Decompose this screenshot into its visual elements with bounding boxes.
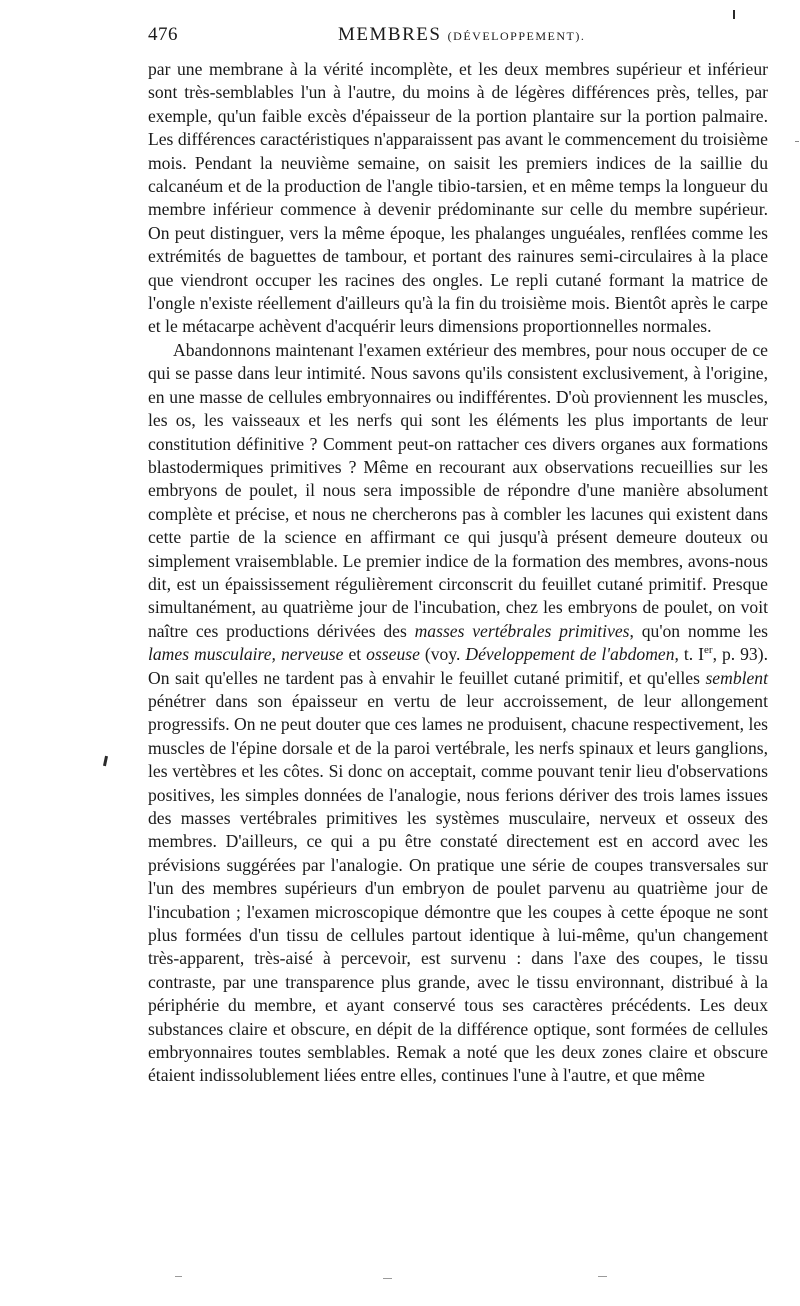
reference-title: Développement de l'abdomen [465,644,675,665]
superscript-er: er [704,644,713,657]
body-text [148,58,768,1088]
paragraph-limb-development [148,339,768,1088]
paragraph-2-text-b: , qu'on nomme les [629,620,768,641]
running-title [338,22,585,49]
print-speck [795,141,799,142]
print-speck [733,10,735,19]
term-osseuse: osseuse [366,644,420,665]
paragraph-2-text-f: , p. 93). On sait qu'elles ne tardent pas à envahir le feuillet cutané primitif, et qu'elles [148,644,768,688]
margin-mark [175,1276,182,1277]
running-header [148,22,768,48]
paragraph-2-text-g: pénétrer dans son épaisseur en vertu de leur accroissement, de leur allongement progressifs. On ne peut douter que ces lames ne produisent, chacune respectivement, les muscles de l'épine dorsale et de la paroi vertébrale, les nerfs spinaux et leurs ganglions, les vertèbres et les côtes. Si donc on acceptait, comme pouvant tenir lieu d'observations positives, les simples données de l'analogie, nous ferions dériver des trois lames issues des masses vertébrales primitives les systèmes musculaire, nerveux et osseux des membres. D'ailleurs, ce qui a pu être constaté directement est en accord avec les prévisions suggérées par l'analogie. On pratique une série de coupes transversales sur l'un des membres supérieurs d'un embryon de poulet parvenu au quatrième jour de l'incubation ; l'examen microscopique démontre que les coupes à cette époque ne sont plus formées d'un tissu de cellules partout identique à lui-même, qu'un changement très-apparent, très-aisé à percevoir, est survenu : dans l'axe des coupes, le tissu contraste, par une transparence plus grande, avec le tissu environnant, distribué à la périphérie du membre, et ayant conservé tous ses caractères précédents. Les deux substances claire et obscure, en dépit de la différence optique, sont formées de cellules embryonnaires toutes semblables. Remak a noté que les deux zones claire et obscure étaient indissolublement liées entre elles, continues l'une à l'autre, et que même [148,690,768,1086]
paragraph-2-text-c: et [343,644,367,665]
running-title-main: MEMBRES [338,24,442,45]
margin-mark [598,1276,607,1277]
margin-mark [383,1278,392,1279]
page-number: 476 [148,24,178,45]
term-lames: lames musculaire, nerveuse [148,644,344,665]
paragraph-2-text-d: (voy. [419,644,466,665]
running-title-subtitle: (DÉVELOPPEMENT). [447,29,586,43]
print-speck [103,756,108,766]
paragraph-2-text-a: Abandonnons maintenant l'examen extérieur des membres, pour nous occuper de ce qui se passe dans leur intimité. Nous savons qu'ils consistent exclusivement, à l'origine, en une masse de cellules embryonnaires ou indifférentes. D'où proviennent les muscles, les os, les vaisseaux et les nerfs qui sont les éléments les plus importants de leur constitution définitive ? Comment peut-on rattacher ces divers organes aux formations blastodermiques primitives ? Même en recourant aux observations recueillies sur les embryons de poulet, il nous sera impossible de répondre d'une manière absolument complète et précise, et nous ne chercherons pas à combler les lacunes qui existent dans cette partie de la science en affirmant ce qui jusqu'à présent demeure douteux ou simplement vraisemblable. Le premier indice de la formation des membres, avons-nous dit, est un épaississement régulièrement circonscrit du feuillet cutané primitif. Presque simultanément, au quatrième jour de l'incubation, chez les embryons de poulet, on voit naître ces productions dérivées des [148,339,768,641]
paragraph-2-text-e: , t. I [674,644,705,665]
term-masses-vertebrales: masses vertébrales primitives [414,620,630,641]
paragraph-continuation: par une membrane à la vérité incomplète, et les deux membres supérieur et inférieur sont très-semblables l'un à l'autre, du moins à de légères différences près, telles, par exemple, qu'un faible excès d'épaisseur de la portion plantaire sur la portion palmaire. Les différences caractéristiques n'apparaissent pas avant le commencement du troisième mois. Pendant la neuvième semaine, on saisit les premiers indices de la saillie du calcanéum et de la production de l'angle tibio-tarsien, et en même temps la longueur du membre inférieur commence à devenir prédominante sur celle du membre supérieur. On peut distinguer, vers la même époque, les phalanges unguéales, renflées comme les extrémités de baguettes de tambour, et portant des rainures semi-circulaires à la place que viendront occuper les racines des ongles. Le repli cutané formant la matrice de l'ongle n'existe réellement d'ailleurs qu'à la fin du troisième mois. Bientôt après le carpe et le métacarpe achèvent d'acquérir leurs dimensions proportionnelles normales. [148,59,768,337]
term-semblent: semblent [705,667,768,688]
